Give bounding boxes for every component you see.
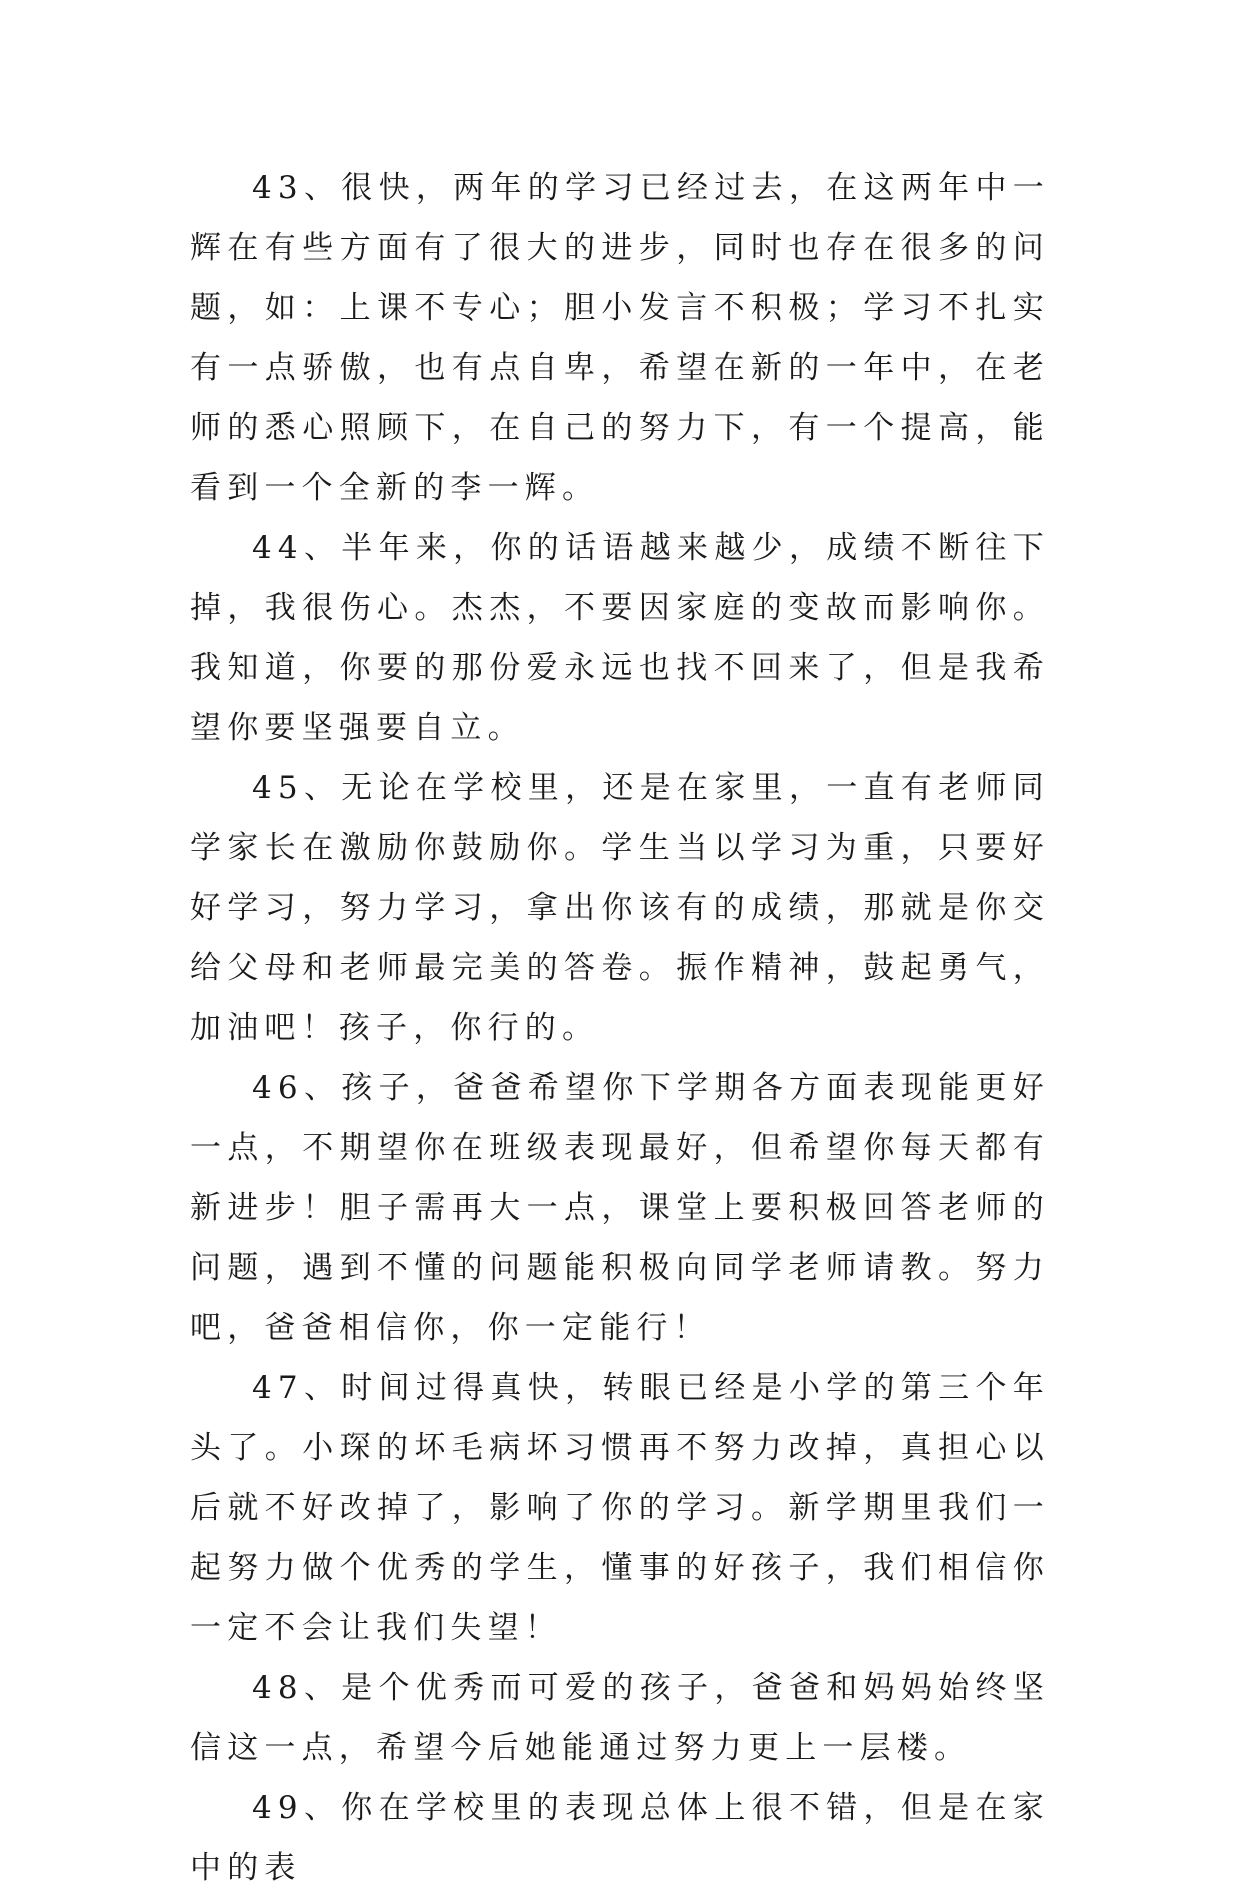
paragraph-44: 44、半年来，你的话语越来越少，成绩不断往下掉，我很伤心。杰杰，不要因家庭的变故而影响你。我知道，你要的那份爱永远也找不回来了，但是我希望你要坚强要自立。 <box>190 530 1050 746</box>
paragraph-47: 47、时间过得真快，转眼已经是小学的第三个年头了。小琛的坏毛病坏习惯再不努力改掉，真担心以后就不好改掉了，影响了你的学习。新学期里我们一起努力做个优秀的学生，懂事的好孩子，我们相信你一定不会让我们失望！ <box>190 1370 1050 1646</box>
paragraph-43: 43、很快，两年的学习已经过去，在这两年中一辉在有些方面有了很大的进步，同时也存在很多的问题，如：上课不专心；胆小发言不积极；学习不扎实有一点骄傲，也有点自卑，希望在新的一年中，在老师的悉心照顾下，在自己的努力下，有一个提高，能看到一个全新的李一辉。 <box>190 170 1050 506</box>
paragraph-49: 49、你在学校里的表现总体上很不错，但是在家中的表 <box>190 1790 1050 1886</box>
paragraph-48: 48、是个优秀而可爱的孩子，爸爸和妈妈始终坚信这一点，希望今后她能通过努力更上一层楼。 <box>190 1670 1050 1766</box>
document-body <box>190 158 1050 1898</box>
paragraph-46: 46、孩子，爸爸希望你下学期各方面表现能更好一点，不期望你在班级表现最好，但希望你每天都有新进步！胆子需再大一点，课堂上要积极回答老师的问题，遇到不懂的问题能积极向同学老师请教。努力吧，爸爸相信你，你一定能行！ <box>190 1070 1050 1346</box>
paragraph-45: 45、无论在学校里，还是在家里，一直有老师同学家长在激励你鼓励你。学生当以学习为重，只要好好学习，努力学习，拿出你该有的成绩，那就是你交给父母和老师最完美的答卷。振作精神，鼓起勇气，加油吧！孩子，你行的。 <box>190 770 1050 1046</box>
